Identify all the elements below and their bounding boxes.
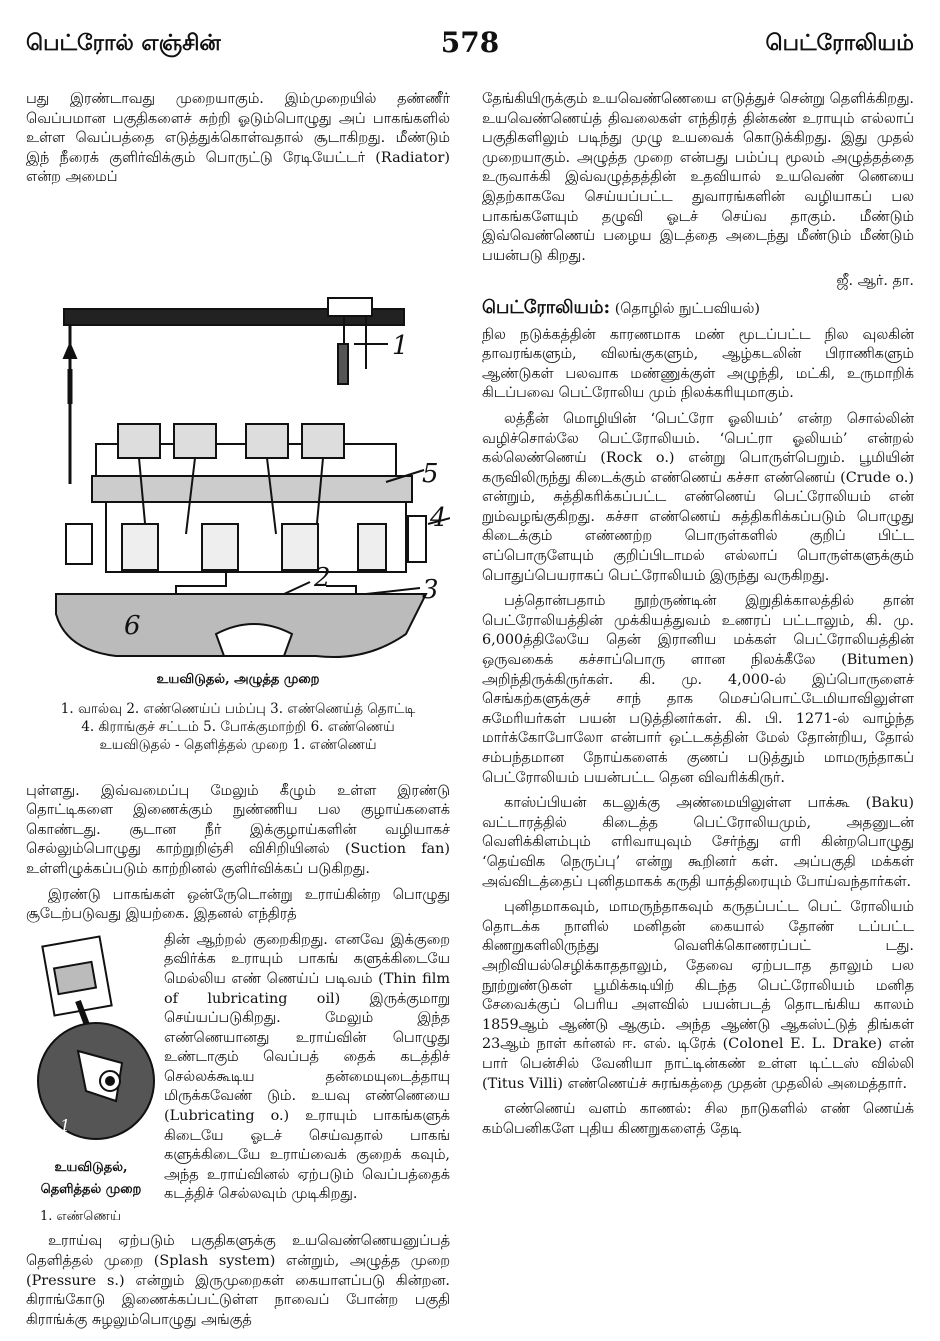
caption-line: தெளித்தல் முறை — [40, 1181, 142, 1197]
figure-pressure-lubrication — [26, 194, 450, 664]
paragraph: தின் ஆற்றல் குறைகிறது. எனவே இக்குறை தவிர்க்க உராயும் பாகங் களுக்கிடையே மெல்லிய எண் ணெய்ப் படிவம் (Thin film of lubricating oil) இருக்குமாறு செய்யப்படுகிறது. மேலும் இந்த எண்ணெயானது உராய்வின் பொழுது உண்டாகும் வெப்பத் தைக் கடத்திச் செல்லக்கூடிய தன்மையுடைத்தாயு மிருக்கவேண் டும். உயவு எண்ணெயை (Lubricating o.) உராயும் பாகங்களுக் கிடையே ஓடச் செய்வதால் பாகங் களுக்கிடையே உராய்வைக் குறைக் கவும், அந்த உராய்வினல் ஏற்படும் வெப்பத்தைக் கடத்திச் செல்லவும் முடிகிறது. — [164, 931, 450, 1203]
paragraph: தேங்கியிருக்கும் உயவெண்ணெயை எடுத்துச் சென்று தெளிக்கிறது. உயவெண்ணெய்த் திவலைகள் எந்திரத் தின்கண் உராயும் எல்லாப் பகுதிகளிலும் படிந்து முழு உயவைக் கொடுக்கிறது. இது முதல் முறையாகும். அழுத்த முறை என்பது பம்ப்பு மூலம் அழுத்தத்தை உருவாக்கி இவ்வழுத்தத்தின் உதவியால் உயவெண் ணெயை இதற்காகவே செய்யப்பட்ட துவாரங்களின் வழியாகப் பல பாகங்களேயும் தழுவி ஓடச் செய்வ தாகும். மீண்டும் இவ்வெண்ணெய் பழைய இடத்தை அடைந்து மீண்டும் மீண்டும் பயன்படு கிறது. — [482, 91, 914, 264]
article-heading: பெட்ரோலியம்: — [482, 296, 611, 318]
running-head-left: பெட்ரோல் எஞ்சின் — [26, 30, 221, 56]
figure-label: 6 — [124, 610, 141, 641]
paragraph: பது இரண்டாவது முறையாகும். இம்முறையில் தண்ணீர் வெப்பமான பகுதிகளைச் சுற்றி ஓடும்பொழுது அப் பாகங்களில் உள்ள வெப்பத்தை எடுத்துக்கொள்வதால் சூடாகிறது. மீண்டும் இந் நீரைக் குளிர்விக்கும் பொருட்டு ரேடியேட்டர் (Radiator) என்ற அமைப் — [26, 91, 450, 186]
engine-diagram — [26, 194, 450, 664]
paragraph: காஸ்ப்பியன் கடலுக்கு அண்மையிலுள்ள பாக்கூ (Baku) வட்டாரத்தில் கிடைத்த பெட்ரோலியமும், அதனுடன் வெளிக்கிளம்பும் எரிவாயுவும் சேர்ந்து எரி கின்றபொழுது ‘தெய்விக நெருப்பு’ என்று கூறினர் கள். அப்பகுதி மக்கள் அவ்விடத்தைப் புனிதமாகக் கருதி யாத்திரையும் போய்வந்தார்கள். — [482, 795, 914, 890]
paragraph: பத்தொன்பதாம் நூற்ருண்டின் இறுதிக்காலத்தில் தான் பெட்ரோலியத்தின் முக்கியத்துவம் உணரப் பட்டாலும், கி. மு. 6,000த்திலேயே தென் இரானிய மக்கள் பெட்ரோலியத்தின் ஒருவகைக் கச்சாப்பொரு ளான நிலக்கீலே (Bitumen) அறிந்திருக்கிருர்கள். கி. மு. 4,000-ல் இப்பொருளைச் செங்கற்களுக்குச் சாந் தாக மெசப்பொட்டேமியாவிலுள்ள சுமேரியர்கள் பயன் படுத்தினர்கள். கி. பி. 1271-ல் வாழ்ந்த மார்க்கோபோலோ என்பார் ஒட்டகத்தின் மேல் தோன்றிய, தோல் சம்பந்தமான நோய்களைக் குணப் படுத்தும் மாமருந்தாகப் பெட்ரோலியம் பயன்பட்ட தென விவரிக்கிருர். — [482, 593, 914, 786]
author-initials: ஜீ. ஆர். தா. — [836, 273, 914, 290]
figure-splash-lubrication — [26, 931, 156, 1227]
crank-diagram — [26, 931, 156, 1151]
paragraph: புள்ளது. இவ்வமைப்பு மேலும் கீழும் உள்ள இரண்டு தொட்டிகளை இணைக்கும் நுண்ணிய பல குழாய்களைக் கொண்டது. சூடான நீர் இக்குழாய்களின் வழியாகச் செல்லும்பொழுது காற்றுறிஞ்சி விசிறியினல் (Suction fan) உள்ளிழுக்கப்படும் காற்றினல் குளிர்விக்கப் படுகிறது. — [26, 782, 450, 877]
right-column — [482, 90, 914, 1145]
running-head-right: பெட்ரோலியம் — [765, 30, 914, 56]
legend-line: 1. வால்வு 2. எண்ணெய்ப் பம்ப்பு 3. எண்ணெய்த் தொட்டி — [60, 700, 416, 717]
caption-line: உயவிடுதல், — [54, 1159, 128, 1175]
left-column — [26, 90, 450, 1336]
figure-caption-title: உயவிடுதல், அழுத்த முறை — [156, 671, 320, 687]
article-subject: (தொழில் நுட்பவியல்) — [614, 300, 760, 317]
figure-label: 4 — [430, 502, 447, 533]
paragraph: புனிதமாகவும், மாமருந்தாகவும் கருதப்பட்ட பெட் ரோலியம் தொடக்க நாளில் மனிதன் கையால் தோண் டப்பட்ட கிணறுகளிலிருந்து வெளிக்கொணரப்பட் டது. அறிவியல்செழிக்காததாலும், தேவை ஏற்படாத தாலும் பல நூற்றுண்டுகள் பூமிக்கடியிற் கிடந்த பெட்ரோலியம் மனித சேவைக்குப் பெரிய அளவில் பயன்படத் தொடங்கிய காலம் 1859ஆம் ஆண்டு ஆகும். அந்த ஆண்டு ஆகஸ்ட்டுத் திங்கள் 23ஆம் நாள் கர்னல் ஈ. எல். டிரேக் (Colonel E. L. Drake) என் பார் பென்சில் வேனியா நாட்டின்கண் உள்ள டிட்டஸ் வில்லி (Titus Villi) எண்ணெய்ச் சுரங்கத்தை முதன் முதலில் அமைத்தார். — [482, 899, 914, 1092]
legend-line: 4. கிராங்குச் சட்டம் 5. போக்குமாற்றி 6. எண்ணெய் — [81, 718, 395, 735]
figure-label: 1 — [60, 1115, 71, 1135]
paragraph: நில நடுக்கத்தின் காரணமாக மண் மூடப்பட்ட நில வுலகின் தாவரங்களும், விலங்குகளும், ஆழ்கடலின் பிராணிகளும் ஆண்டுகள் பலவாக மண்ணுக்குள் அழுந்தி, மட்கி, உருமாறிக் கிடப்பவை பெட்ரோலிய மும் நிலக்கரியுமாகும். — [482, 326, 914, 402]
legend-line: உயவிடுதல் - தெளித்தல் முறை 1. எண்ணெய் — [99, 736, 377, 753]
caption-line: 1. எண்ணெய் — [40, 1208, 122, 1224]
figure-label: 5 — [422, 458, 439, 489]
figure-legend — [26, 700, 450, 754]
figure-label: 3 — [422, 574, 439, 605]
figure-label: 1 — [392, 330, 409, 361]
paragraph: எண்ணெய் வளம் காணல்: சில நாடுகளில் எண் ணெய்க் கம்பெனிகளே புதிய கிணறுகளைத் தேடி — [482, 1101, 914, 1137]
paragraph: இரண்டு பாகங்கள் ஒன்ருேடொன்று உராய்கின்ற பொழுது சூடேற்படுவது இயற்கை. இதனல் எந்திரத் — [26, 886, 450, 923]
article-heading-line — [482, 298, 914, 320]
page-number: 578 — [440, 26, 500, 59]
figure-caption — [26, 1157, 156, 1201]
paragraph: லத்தீன் மொழியின் ‘பெட்ரோ ஓலியம்’ என்ற சொல்லின் வழிச்சொல்லே பெட்ரோலியம். ‘பெட்ரா ஓலியம்’ என்றல் கல்லெண்ணெய் (Rock o.) என்று பொருள்பெறும். பூமியின் கருவிலிருந்து கிடைக்கும் எண்ணெய் கச்சா எண்ணெய் (Crude o.) என்றும், சுத்திகரிக்கப்பட்ட எண்ணெய் பெட்ரோலியம் என் றும்வழங்குகிறது. கச்சா எண்ணெய் சுத்திகரிக்கப்படும் பொழுது கிடைக்கும் எண்ணற்ற பொருள்களில் குறிப் பிட்ட எப்பொருளேயும் குறிப்பிடாமல் எல்லாப் பொருள்களுக்கும் பொதுப்பெயராகப் பெட்ரோலியம் இருந்து வருகிறது. — [482, 410, 914, 584]
paragraph: உராய்வு ஏற்படும் பகுதிகளுக்கு உயவெண்ணெயனுப்பத் தெளித்தல் முறை (Splash system) என்றும், அழுத்த முறை (Pressure s.) என்றும் இருமுறைகள் கையாளப்படு கின்றன. கிராங்கோடு இணைக்கப்பட்டுள்ள நாவைப் போன்ற பகுதி கிராங்க்கு சுழலும்பொழுது அங்குத் — [26, 1233, 450, 1328]
figure-label: 2 — [314, 562, 331, 593]
figure-splash-block — [26, 931, 450, 1227]
page-header — [26, 26, 914, 70]
